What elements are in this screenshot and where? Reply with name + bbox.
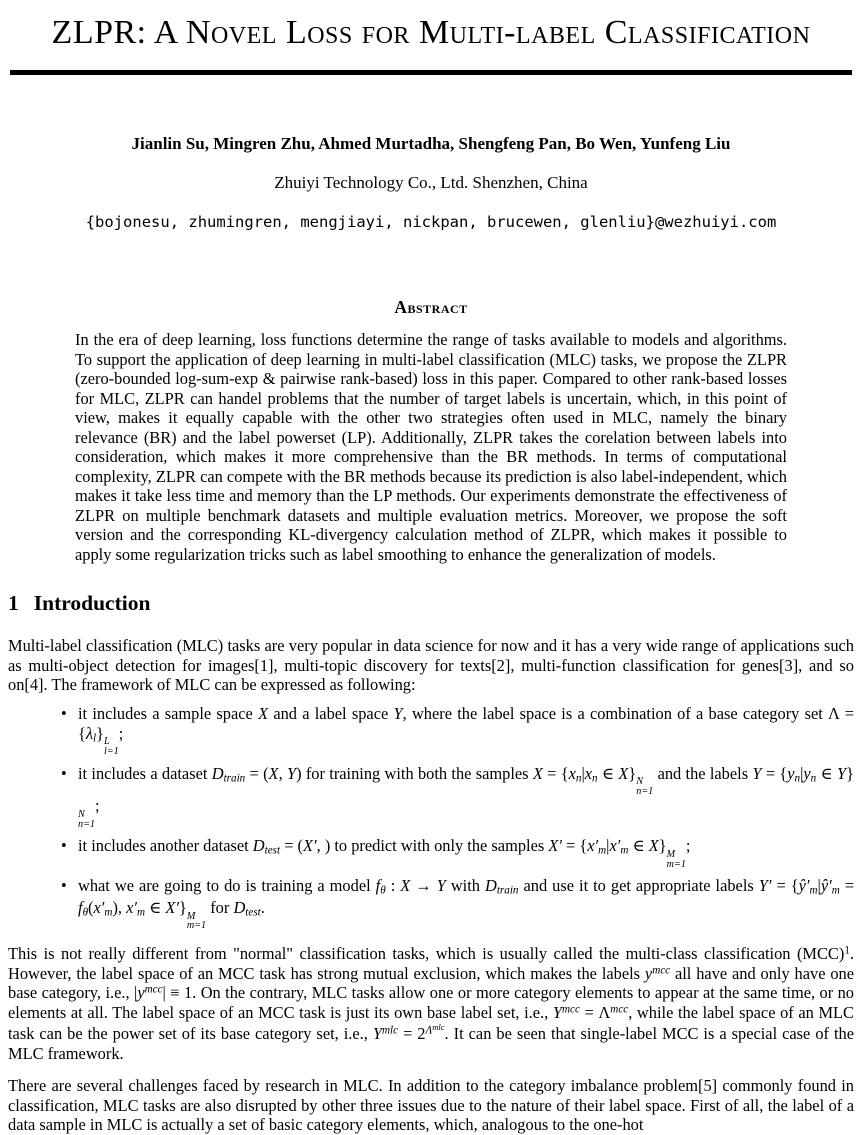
intro-paragraph-1: Multi-label classification (MLC) tasks are very popular in data science for now and it has a very wide range of applications such as multi-object detection for images[1], multi-topic discovery for texts[2], multi-function classification for genes[3], and so on[4]. The framework of MLC can be expressed as following: [8,636,854,695]
framework-bullet-model-training: • what we are going to do is training a model fθ : X → Y with Dtrain and use it to get appropriate labels Y′ = {ŷ′m|ŷ′m = fθ(x′m), x′m ∈ X′} M m=1 for Dtest. [78,876,854,931]
intro-paragraph-3: There are several challenges faced by research in MLC. In addition to the category imbalance problem[5] commonly found in classification, MLC tasks are also disrupted by other three issues due to the nature of their label space. First of all, the label of a data sample in MLC is actually a set of basic category elements, which, analogous to the one-hot [8,1076,854,1135]
mlc-framework-list [0,704,862,931]
framework-bullet-test-dataset: • it includes another dataset Dtest = (X′, ) to predict with only the samples X′ = {x′m|x′m ∈ X} M m=1 ; [78,836,854,869]
abstract-heading: Abstract [394,297,468,318]
emails-line: {bojonesu, zhumingren, mengjiayi, nickpan, brucewen, glenliu}@wezhuiyi.com [85,213,777,232]
section-title: Introduction [33,591,151,616]
paper-title: ZLPR: A Novel Loss for Multi-label Classification [51,14,811,51]
section-heading-introduction [8,591,854,616]
introduction-section [0,591,862,1134]
framework-bullet-train-dataset: • it includes a dataset Dtrain = (X, Y) for training with both the samples X = {xn|xn ∈ X} N n=1 and the labels Y = {yn|yn ∈ Y} N n=1 ; [78,764,854,830]
abstract-body: In the era of deep learning, loss functions determine the range of tasks available to models and algorithms. To support the application of deep learning in multi-label classification (MLC) tasks, we propose the ZLPR (zero-bounded log-sum-exp & pairwise rank-based) loss in this paper. Compared to other rank-based losses for MLC, ZLPR can handel problems that the number of target labels is uncertain, which, in this point of view, makes it equally capable with the other two strategies often used in MLC, namely the binary relevance (BR) and the label powerset (LP). Additionally, ZLPR takes the corelation between labels into consideration, which makes it more comprehensive than the BR methods. In terms of computational complexity, ZLPR can compete with the BR methods because its prediction is also label-independent, which makes it take less time and memory than the LP methods. Our experiments demonstrate the effectiveness of ZLPR on multiple benchmark datasets and multiple evaluation metrics. Moreover, we propose the soft version and the corresponding KL-divergency calculation method of ZLPR, which makes it possible to apply some regularization tricks such as label smoothing to enhance the generalization of models. [75,330,787,564]
affiliation-line: Zhuiyi Technology Co., Ltd. Shenzhen, China [274,173,588,193]
framework-bullet-sample-space: • it includes a sample space X and a label space Y, where the label space is a combination of a base category set Λ = {λl} L l=1 ; [78,704,854,757]
abstract-section [0,297,862,564]
intro-paragraph-2: This is not really different from "normal" classification tasks, which is usually called the multi-class classification (MCC)$^1$. However, the label space of an MCC task has strong mutual exclusion, which makes the labels $y^{mcc}$ all have and only have one base category, i.e., $|y^{mcc}| \equiv 1$. On the contrary, MLC tasks allow one or more category elements to appear at the same time, or no elements at all. The label space of an MCC task is just its own base label set, i.e., $Y^{mcc} = \Lambda^{mcc}$, while the label space of an MLC task can be the power set of its base category set, i.e., $Y^{mlc} = 2^{\Lambda mlc}$. It can be seen that single-label MCC is a special case of the MLC framework. [8,944,855,1063]
title-rule [10,70,852,75]
section-number: 1 [8,591,19,616]
authors-line: Jianlin Su, Mingren Zhu, Ahmed Murtadha, Shengfeng Pan, Bo Wen, Yunfeng Liu [131,134,731,154]
